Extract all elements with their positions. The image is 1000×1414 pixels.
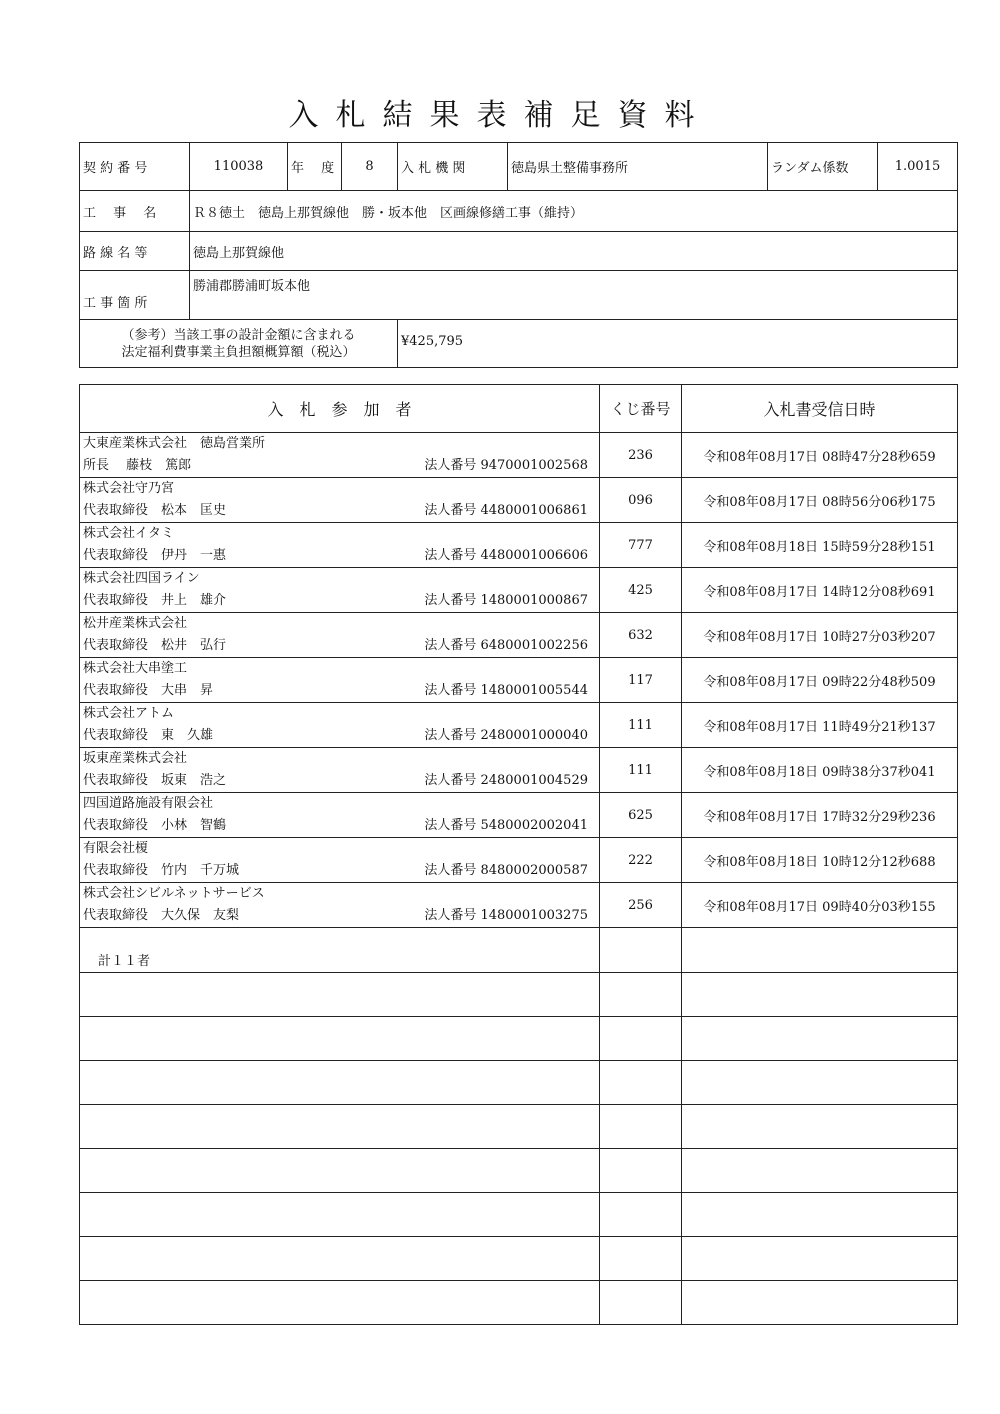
- empty-cell: [600, 1149, 682, 1193]
- participant-row: [80, 478, 958, 523]
- corporate-number: 法人番号 9470001002568: [424, 458, 588, 473]
- received-time: 令和08年08月17日 09時40分03秒155: [682, 883, 958, 928]
- empty-cell: [682, 1149, 958, 1193]
- received-time: 令和08年08月18日 09時38分37秒041: [682, 748, 958, 793]
- rep-line: [83, 770, 596, 792]
- participant-cell: [80, 838, 600, 883]
- empty-cell: [600, 1017, 682, 1061]
- representative: 代表取締役 伊丹 一惠: [83, 548, 227, 563]
- company-name: 株式会社イタミ: [83, 526, 175, 541]
- empty-cell: [80, 1281, 600, 1325]
- lot-number: 117: [600, 658, 682, 703]
- empty-cell: [682, 973, 958, 1017]
- rep-line: [83, 635, 596, 657]
- rep-line: [83, 680, 596, 702]
- empty-cell: [682, 1061, 958, 1105]
- empty-cell: [600, 1237, 682, 1281]
- corporate-number: 法人番号 1480001003275: [424, 908, 588, 923]
- rep-line: [83, 905, 596, 927]
- ref-label-line2: 法定福利費事業主負担額概算額（税込）: [121, 344, 356, 360]
- rep-line: [83, 545, 596, 567]
- empty-cell: [600, 928, 682, 973]
- place-value: 勝浦郡勝浦町坂本他: [190, 271, 958, 320]
- representative: 代表取締役 松井 弘行: [83, 638, 227, 653]
- lot-number: 256: [600, 883, 682, 928]
- participant-cell: [80, 703, 600, 748]
- corporate-number: 法人番号 6480001002256: [424, 638, 588, 653]
- corporate-number: 法人番号 1480001005544: [424, 683, 588, 698]
- participants-header: 入 札 参 加 者: [80, 385, 600, 433]
- participant-cell: [80, 658, 600, 703]
- empty-cell: [682, 1017, 958, 1061]
- company-name: 四国道路施設有限会社: [83, 796, 214, 811]
- participant-cell: [80, 523, 600, 568]
- empty-cell: [600, 1281, 682, 1325]
- contract-no-value: 110038: [190, 143, 288, 191]
- participant-cell: [80, 613, 600, 658]
- place-label: 工 事 箇 所: [80, 271, 190, 320]
- representative: 代表取締役 坂東 浩之: [83, 773, 227, 788]
- rep-line: [83, 590, 596, 612]
- agency-label: 入 札 機 関: [398, 143, 508, 191]
- empty-cell: [600, 1105, 682, 1149]
- corporate-number: 法人番号 4480001006861: [424, 503, 588, 518]
- corporate-number: 法人番号 8480002000587: [424, 863, 588, 878]
- company-name: 株式会社アトム: [83, 706, 175, 721]
- representative: 代表取締役 小林 智鶴: [83, 818, 227, 833]
- received-time: 令和08年08月17日 14時12分08秒691: [682, 568, 958, 613]
- representative: 代表取締役 大久保 友梨: [83, 908, 240, 923]
- received-time: 令和08年08月17日 09時22分48秒509: [682, 658, 958, 703]
- received-time: 令和08年08月18日 10時12分12秒688: [682, 838, 958, 883]
- corporate-number: 法人番号 5480002002041: [424, 818, 588, 833]
- participant-row: [80, 523, 958, 568]
- rep-line: [83, 860, 596, 882]
- participant-row: [80, 433, 958, 478]
- lot-number: 632: [600, 613, 682, 658]
- empty-cell: [80, 1237, 600, 1281]
- year-label: 年 度: [288, 143, 342, 191]
- rep-line: [83, 725, 596, 747]
- participant-cell: [80, 793, 600, 838]
- received-time: 令和08年08月17日 11時49分21秒137: [682, 703, 958, 748]
- empty-cell: [682, 928, 958, 973]
- rep-line: [83, 500, 596, 522]
- participants-table: [79, 384, 958, 1325]
- received-time: 令和08年08月17日 08時47分28秒659: [682, 433, 958, 478]
- route-label: 路 線 名 等: [80, 232, 190, 271]
- lot-number: 111: [600, 748, 682, 793]
- lot-number: 222: [600, 838, 682, 883]
- company-name: 坂東産業株式会社: [83, 751, 188, 766]
- participant-row: [80, 568, 958, 613]
- company-name: 有限会社榎: [83, 841, 149, 856]
- participant-cell: [80, 433, 600, 478]
- representative: 代表取締役 井上 雄介: [83, 593, 227, 608]
- contract-no-label: 契 約 番 号: [80, 143, 190, 191]
- participant-row: [80, 703, 958, 748]
- document-title: 入札結果表補足資料: [288, 98, 712, 133]
- representative: 所長 藤枝 篤郎: [83, 458, 192, 473]
- empty-cell: [600, 1193, 682, 1237]
- year-value: 8: [342, 143, 398, 191]
- empty-cell: [80, 1149, 600, 1193]
- agency-value: 徳島県土整備事務所: [508, 143, 768, 191]
- corporate-number: 法人番号 2480001000040: [424, 728, 588, 743]
- rep-line: [83, 815, 596, 837]
- participant-cell: [80, 748, 600, 793]
- total-count: 計１１者: [80, 928, 600, 973]
- lot-header: くじ番号: [600, 385, 682, 433]
- work-label: 工 事 名: [80, 191, 190, 232]
- participant-row: [80, 883, 958, 928]
- received-time: 令和08年08月17日 10時27分03秒207: [682, 613, 958, 658]
- participant-cell: [80, 883, 600, 928]
- work-value: Ｒ８徳土 徳島上那賀線他 勝・坂本他 区画線修繕工事（維持）: [190, 191, 958, 232]
- participant-row: [80, 838, 958, 883]
- empty-cell: [682, 1193, 958, 1237]
- random-label: ランダム係数: [768, 143, 878, 191]
- representative: 代表取締役 松本 匡史: [83, 503, 227, 518]
- empty-cell: [80, 1193, 600, 1237]
- empty-cell: [600, 1061, 682, 1105]
- lot-number: 425: [600, 568, 682, 613]
- lot-number: 236: [600, 433, 682, 478]
- company-name: 株式会社守乃宮: [83, 481, 175, 496]
- empty-cell: [682, 1237, 958, 1281]
- company-name: 株式会社シビルネットサービス: [83, 886, 265, 901]
- received-time: 令和08年08月18日 15時59分28秒151: [682, 523, 958, 568]
- time-header: 入札書受信日時: [682, 385, 958, 433]
- empty-cell: [80, 1017, 600, 1061]
- corporate-number: 法人番号 2480001004529: [424, 773, 588, 788]
- lot-number: 777: [600, 523, 682, 568]
- empty-cell: [80, 1061, 600, 1105]
- participant-cell: [80, 478, 600, 523]
- empty-cell: [80, 1105, 600, 1149]
- representative: 代表取締役 大串 昇: [83, 683, 214, 698]
- participant-row: [80, 793, 958, 838]
- participant-cell: [80, 568, 600, 613]
- company-name: 株式会社大串塗工: [83, 661, 188, 676]
- corporate-number: 法人番号 4480001006606: [424, 548, 588, 563]
- received-time: 令和08年08月17日 08時56分06秒175: [682, 478, 958, 523]
- representative: 代表取締役 竹内 千万城: [83, 863, 240, 878]
- empty-cell: [80, 973, 600, 1017]
- lot-number: 625: [600, 793, 682, 838]
- ref-label-line1: （参考）当該工事の設計金額に含まれる: [121, 327, 356, 343]
- company-name: 大東産業株式会社 徳島営業所: [83, 436, 266, 451]
- ref-label: [80, 320, 398, 368]
- participant-row: [80, 613, 958, 658]
- corporate-number: 法人番号 1480001000867: [424, 593, 588, 608]
- ref-value: ¥425,795: [398, 320, 958, 368]
- empty-cell: [682, 1281, 958, 1325]
- info-table: [79, 142, 958, 368]
- company-name: 株式会社四国ライン: [83, 571, 200, 586]
- received-time: 令和08年08月17日 17時32分29秒236: [682, 793, 958, 838]
- empty-cell: [682, 1105, 958, 1149]
- empty-cell: [600, 973, 682, 1017]
- lot-number: 096: [600, 478, 682, 523]
- rep-line: [83, 455, 596, 477]
- participant-row: [80, 658, 958, 703]
- lot-number: 111: [600, 703, 682, 748]
- random-value: 1.0015: [878, 143, 958, 191]
- representative: 代表取締役 東 久雄: [83, 728, 214, 743]
- route-value: 徳島上那賀線他: [190, 232, 958, 271]
- company-name: 松井産業株式会社: [83, 616, 188, 631]
- participant-row: [80, 748, 958, 793]
